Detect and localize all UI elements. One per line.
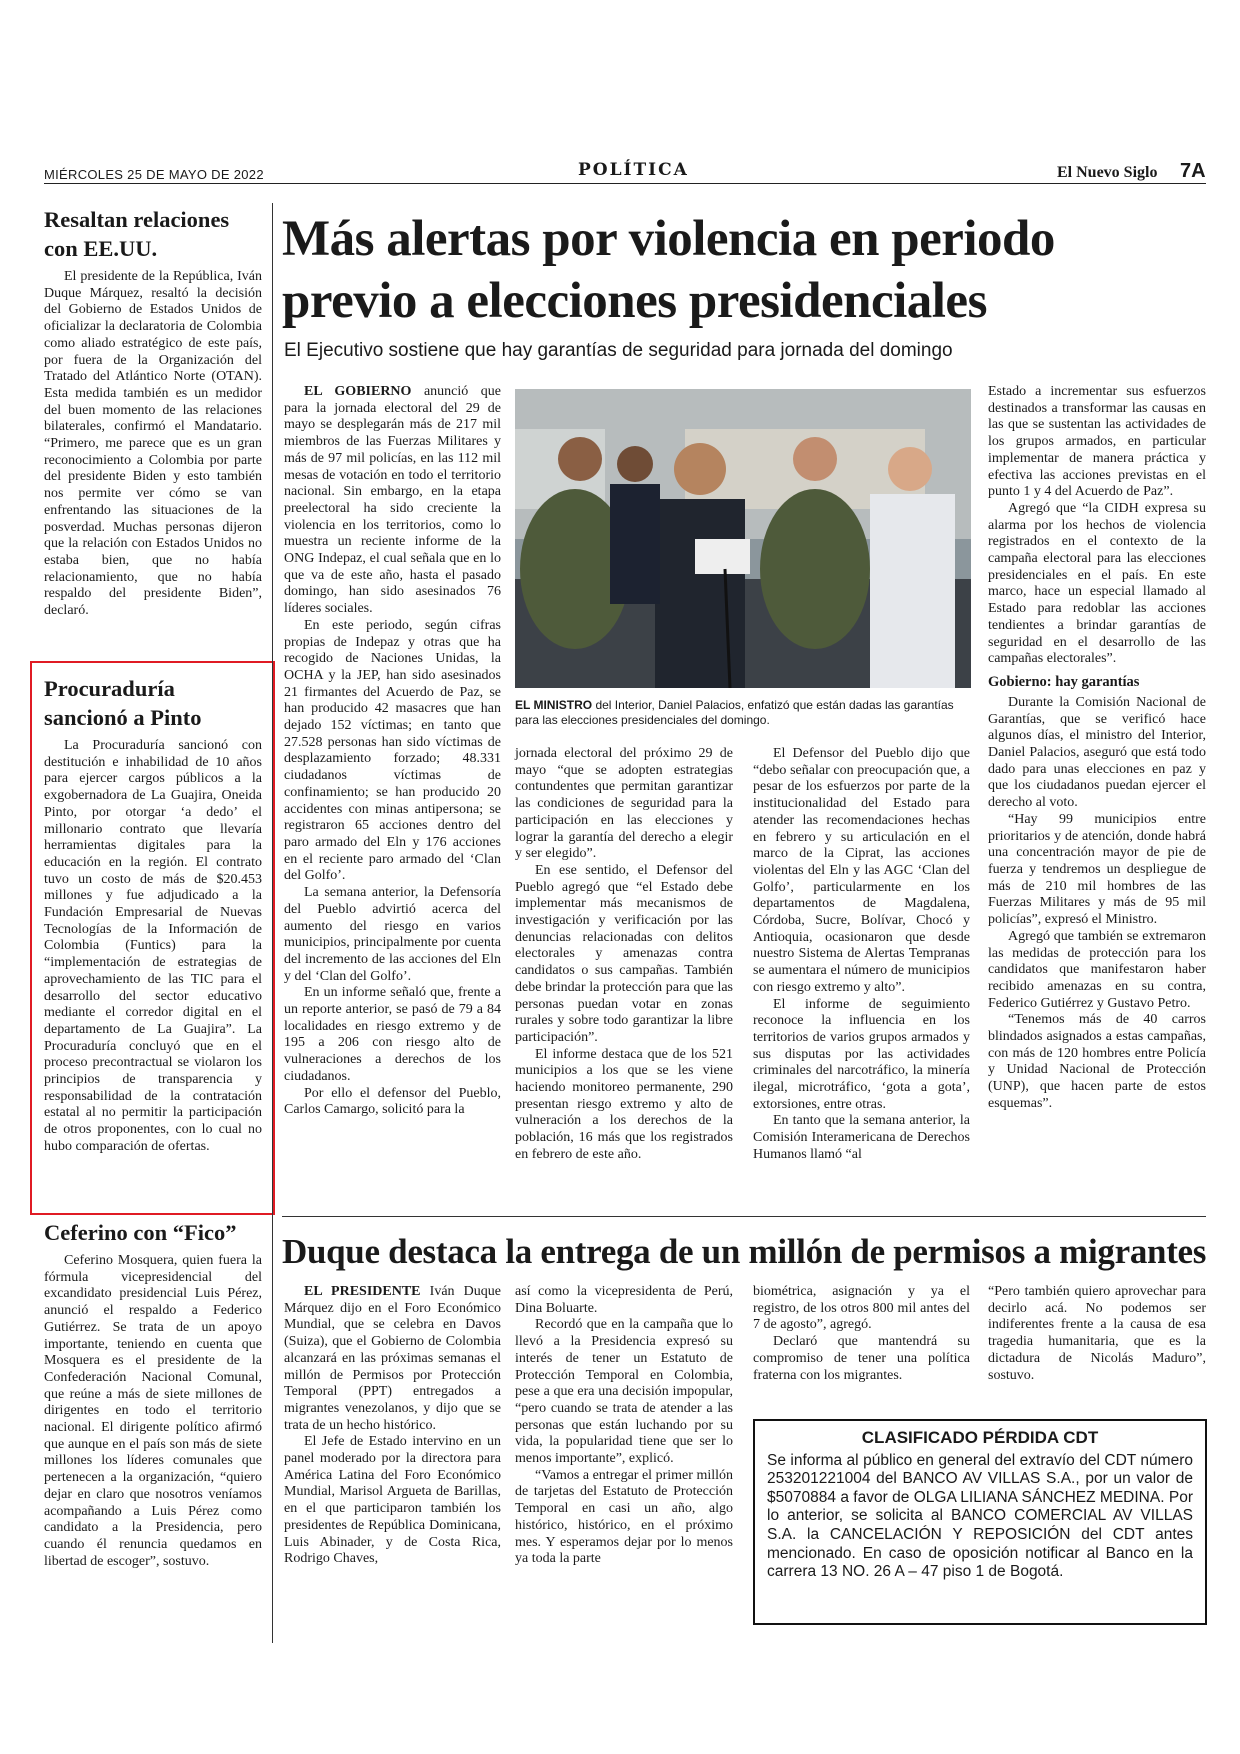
main-headline: Más alertas por violencia en periodo previo a elecciones presidenciales bbox=[282, 211, 1055, 329]
photo-caption: EL MINISTRO del Interior, Daniel Palacios, enfatizó que están dadas las garantías para las elecciones presidenciales del domingo. bbox=[515, 698, 954, 727]
column-divider bbox=[272, 203, 273, 1643]
classified-ad bbox=[753, 1419, 1207, 1625]
newspaper-name: El Nuevo Siglo bbox=[1057, 164, 1158, 181]
main-column-4: Estado a incrementar sus esfuerzos destinados a transformar las causas en las que se sustentan las actividades de los grupos armados, en particular implementar de manera práctica y efectiva las acciones previstas en el punto 1 y 4 del Acuerdo de Paz”. Agregó que “la CIDH expresa su alarma por los hechos de violencia registrados en el contexto de la campaña electoral para las elecciones presidenciales en el país. En este marco, hace un especial llamado al Estado para redoblar las acciones tendientes a brindar garantías de seguridad en el desarrollo de las campañas electorales”. Gobierno: hay garantías Durante la Comisión Nacional de Garantías, que se verificó hace algunos días, el ministro del Interior, Daniel Palacios, aseguró que está todo dado para unas elecciones en paz y que los ciudadanos puedan ejercer el derecho al voto. “Hay 99 municipios entre prioritarios y de atención, donde habrá una concentración mayor de pie de fuerza y tendremos un despliegue de más de 210 mil hombres de las Fuerzas Militares y más de 95 mil policías”, expresó el Ministro. Agregó que también se extremaron las medidas de protección para los candidatos que manifestaron haber recibido amenazas en su contra, Federico Gutiérrez y Gustavo Petro. “Tenemos más de 40 carros blindados asignados a estas campañas, con más de 120 hombres entre Policía y Unidad Nacional de Protección (UNP), que hacen parte de estos esquemas”. bbox=[988, 384, 1206, 1111]
second-column-2: así como la vicepresidenta de Perú, Dina Boluarte. Recordó que en la campaña que lo llevó a la Presidencia expresó su interés de tener un Estatuto de Protección Temporal en Colombia, pese a que era una decisión impopular, “pero cuando se trata de atender a las personas que están luchando por su vida, la popularidad tiene que ser lo menos importante”, explicó. “Vamos a entregar el primer millón de tarjetas del Estatuto de Protección Temporal en casi un año, algo histórico, histórico, en el próximo mes. Y esperamos dejar por lo menos ya toda la parte bbox=[515, 1284, 733, 1567]
section-name: POLÍTICA bbox=[578, 160, 689, 180]
main-column-3: El Defensor del Pueblo dijo que “debo señalar con preocupación que, a pesar de los esfuerzos por parte de la institucionalidad del Estado para atender las recomendaciones hechas en febrero y su articulación en el marco de la Ciprat, las acciones violentas del Eln y las AGC ‘Clan del Golfo’, particularmente en los departamentos de Magdalena, Córdoba, Sucre, Bolívar, Chocó y Antioquia, ocasionaron que desde nuestro Sistema de Alertas Tempranas se aumentara el número de municipios con riesgo extremo y alto”. El informe de seguimiento reconoce la influencia en los territorios de varios grupos armados y sus disputas por las actividades criminales del narcotráfico, la minería ilegal, microtráfico, ‘gota a gota’, extorsiones, entre otras. En tanto que la semana anterior, la Comisión Interamericana de Derechos Humanos llamó “al bbox=[753, 746, 970, 1162]
sidebar-story-relaciones bbox=[44, 205, 262, 620]
second-column-3: biométrica, asignación y ya el registro, de los otros 800 mil antes del 7 de agosto”, agregó. Declaró que mantendrá su compromiso de tener una política fraterna con los migrantes. bbox=[753, 1284, 970, 1383]
sidebar-headline: Ceferino con “Fico” bbox=[44, 1220, 237, 1245]
subheading: Gobierno: hay garantías bbox=[988, 673, 1140, 690]
sidebar-headline: Procuraduría sancionó a Pinto bbox=[44, 676, 202, 730]
page-number: 7A bbox=[1180, 160, 1206, 182]
second-column-4: “Pero también quiero aprovechar para decirlo acá. No podemos ser indiferentes frente a la causa de esa tragedia humanitaria, que es la dictadura de Nicolás Maduro”, sostuvo. bbox=[988, 1284, 1206, 1383]
edition-date: MIÉRCOLES 25 DE MAYO DE 2022 bbox=[44, 167, 264, 182]
sidebar-story-ceferino bbox=[44, 1218, 262, 1570]
lead-in: EL GOBIERNO bbox=[304, 384, 412, 399]
second-headline: Duque destaca la entrega de un millón de permisos a migrantes bbox=[282, 1232, 1207, 1271]
main-column-1: EL GOBIERNO anunció que para la jornada electoral del 29 de mayo se desplegarán más de 217 mil miembros de las Fuerzas Militares y más de 97 mil policías, en las 112 mil mesas de votación en todo el territorio nacional. Sin embargo, en la etapa preelectoral ha sido creciente la violencia en los territorios, como lo muestra un reciente informe de la ONG Indepaz, el cual señala que en lo que va de este año, hasta el pasado domingo, han sido asesinados 76 líderes sociales. En este periodo, según cifras propias de Indepaz y otras que ha recogido de Naciones Unidas, la OCHA y la JEP, han sido asesinados 21 firmantes del Acuerdo de Paz, se han producido 42 masacres que han dejado 152 víctimas; en tanto que 27.528 personas han sido víctimas de desplazamiento forzado; 48.331 ciudadanos víctimas de confinamiento; se han producido 20 accidentes con minas antipersona; se registraron 65 acciones dentro del paro armado del Eln y 176 acciones en el reciente paro armado del ‘Clan del Golfo’. La semana anterior, la Defensoría del Pueblo advirtió acerca del aumento del riesgo en varios municipios, principalmente por cuenta del incremento de las acciones del Eln y del ‘Clan del Golfo’. En un informe señaló que, frente a un reporte anterior, se pasó de 79 a 84 localidades en riesgo extremo y de 195 a 206 con riesgo alto de vulneraciones a derechos de los ciudadanos. Por ello el defensor del Pueblo, Carlos Camargo, solicitó para la bbox=[284, 384, 501, 1118]
header-rule bbox=[44, 183, 1206, 184]
sidebar-headline: Resaltan relaciones con EE.UU. bbox=[44, 207, 230, 261]
main-deck: El Ejecutivo sostiene que hay garantías de seguridad para jornada del domingo bbox=[284, 340, 953, 361]
classified-title: CLASIFICADO PÉRDIDA CDT bbox=[861, 1428, 1099, 1447]
news-photo bbox=[515, 389, 971, 688]
main-column-2: jornada electoral del próximo 29 de mayo “que se adopten estrategias contundentes que permitan garantizar las condiciones de seguridad para la participación en las elecciones y lograr la garantía del derecho a elegir y ser elegido”. En ese sentido, el Defensor del Pueblo agregó que “el Estado debe implementar más mecanismos de investigación y verificación por las denuncias relacionadas con delitos electorales y amenazas contra candidatos o sus campañas. También debe brindar la protección para que las personas puedan votar en zonas rurales y sobre todo garantizar la libre participación”. El informe destaca que de los 521 municipios a los que se les viene haciendo monitoreo permanente, 290 presentan riesgo extremo y alto de vulneración a los derechos de la población, 16 más que los registrados en febrero de este año. bbox=[515, 746, 733, 1162]
sidebar-body: El presidente de la República, Iván Duque Márquez, resaltó la decisión del Gobierno de Estados Unidos de oficializar la declaratoria de Colombia como aliado estratégico de este país, por fuera de la Organización del Tratado del Atlántico Norte (OTAN). Esta medida también es un medidor del buen momento de las relaciones bilaterales, confirmó el Mandatario. “Primero, me parece que es un gran reconocimiento a Colombia por parte del presidente Biden y esto también nos permite ver cómo se van enfrentando las situaciones de la posverdad. Muchas personas dijeron que la relación con Estados Unidos no estaba bien, que no había relacionamiento, que no había respaldo del presidente Biden”, declaró. bbox=[44, 269, 262, 619]
second-column-1: EL PRESIDENTE Iván Duque Márquez dijo en el Foro Económico Mundial, que se celebra en Davos (Suiza), que el Gobierno de Colombia alcanzará en las próximas semanas el millón de Permisos por Protección Temporal (PPT) entregados a migrantes venezolanos, y dijo que se trata de un hecho histórico. El Jefe de Estado intervino en un panel moderado por la directora para América Latina del Foro Económico Mundial, Marisol Argueta de Barillas, en el que participaron también los presidentes de República Dominicana, Luis Abinader, y de Costa Rica, Rodrigo Chaves, bbox=[284, 1284, 501, 1567]
lead-in: EL PRESIDENTE bbox=[304, 1284, 421, 1299]
sidebar-body: La Procuraduría sancionó con destitución e inhabilidad de 10 años para ejercer cargos públicos a la exgobernadora de La Guajira, Oneida Pinto, por otorgar ‘a dedo’ el millonario contrato que llevaría herramientas digitales para la educación en la región. El contrato tuvo un costo de más de $20.453 millones y fue adjudicado a la Fundación Empresarial de Nuevas Tecnologías de la Información de Colombia (Funtics) para la “implementación de estrategias de aprovechamiento de las TIC para el desarrollo del sector educativo mediante el corredor digital en el departamento de La Guajira”. La Procuraduría concluyó que en el proceso precontractual se violaron los principios de transparencia y responsabilidad de la contratación estatal al no permitir la participación de otros proponentes, con lo cual no hubo comparación de ofertas. bbox=[44, 738, 262, 1154]
classified-body: Se informa al público en general del extravío del CDT número 253201221004 del BANCO AV VILLAS S.A., por un valor de $5070884 a favor de OLGA LILIANA SÁNCHEZ MEDINA. Por lo anterior, se solicita al BANCO COMERCIAL AV VILLAS S.A. la CANCELACIÓN Y REPOSICIÓN del CDT antes mencionado. En caso de oposición notificar al Banco en la carrera 13 NO. 26 A – 47 piso 1 de Bogotá. bbox=[767, 1451, 1193, 1581]
story-separator bbox=[282, 1216, 1206, 1217]
sidebar-story-procuraduria bbox=[44, 674, 262, 1156]
sidebar-body: Ceferino Mosquera, quien fuera la fórmula vicepresidencial del excandidato presidencial Luis Pérez, anunció el respaldo a Federico Gutiérrez. Se trata de un apoyo importante, teniendo en cuenta que Mosquera es el presidente de la Confederación Nacional Comunal, que reúne a más de siete millones de dirigentes en todo el territorio nacional. El dirigente político afirmó que aunque en el país son más de siete millones los líderes comunales que pertenecen a la organización, “quiero dejar en claro que nosotros veníamos acompañando a Luis Pérez como candidato a la Presidencia, pero cuando él renuncia quedamos en libertad de escoger”, sostuvo. bbox=[44, 1253, 262, 1569]
